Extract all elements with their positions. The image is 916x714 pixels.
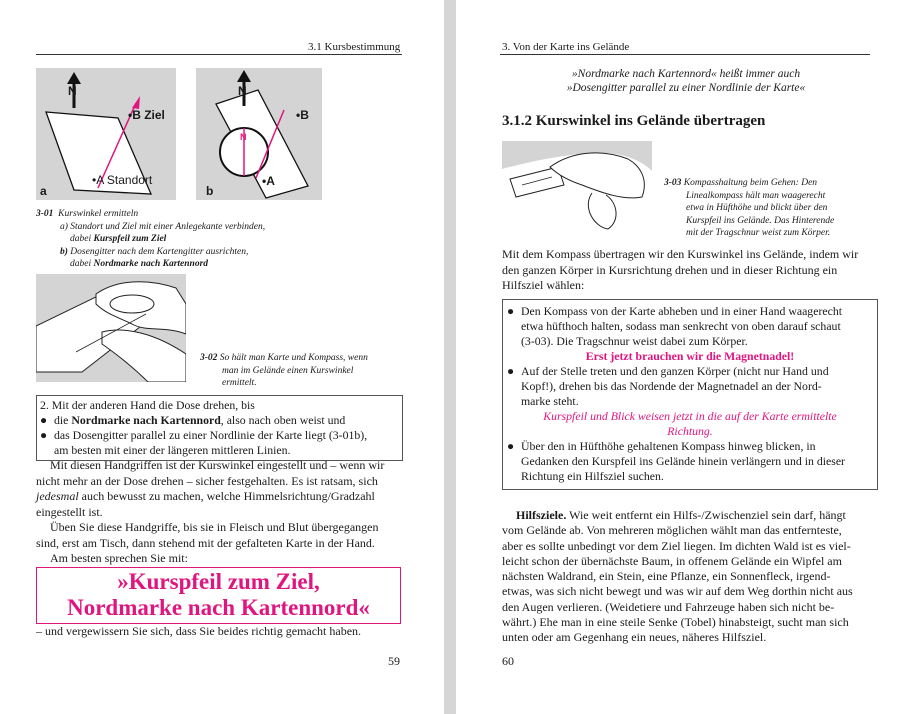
target-label: •B Ziel [128, 108, 165, 122]
section-heading: 3.1.2 Kurswinkel ins Gelände übertragen [502, 113, 766, 129]
caption-line: a) Standort und Ziel mit einer Anlegekante verbinden, [60, 221, 266, 232]
figure-3-03 [502, 141, 652, 239]
figure-3-01a [36, 68, 176, 200]
body-paragraph: Mit diesen Handgriffen ist der Kurswinkel eingestellt und – wenn wir nicht mehr an der Dose drehen – sicher festgehalten. Es ist ratsam, sich jedesmal auch bewusst zu machen, welche Himmelsrichtung/Gradzahl eingestellt ist. Üben Sie diese Handgriffe, bis sie in Fleisch und Blut übergegangen sind, erst am Tisch, dann stehend mit der gefalteten Karte in der Hand. Am besten sprechen Sie mit: [36, 458, 385, 565]
right-page [456, 0, 916, 714]
target-label: •B [296, 108, 309, 122]
quote: »Nordmarke nach Kartennord« heißt immer auch »Dosengitter parallel zu einer Nordlinie der Karte« [566, 68, 806, 94]
hands-holding-map-illustration [36, 274, 186, 382]
caption-title: Kurswinkel ermitteln [58, 209, 139, 219]
start-label: •A [262, 174, 275, 188]
running-header: 3.1 Kursbestimmung [308, 41, 401, 53]
body-paragraph: Mit dem Kompass übertragen wir den Kurswinkel ins Gelände, indem wir den ganzen Körper in Kursrichtung drehen und in dieser Richtung ein Hilfsziel wählen: [502, 247, 859, 292]
caption-3-02 [200, 352, 410, 390]
caption-line: So hält man Karte und Kompass, wenn [219, 353, 368, 363]
running-header: 3. Von der Karte ins Gelände [502, 41, 630, 53]
caption-3-01 [36, 208, 406, 271]
instruction-box [36, 395, 403, 461]
highlight-line: Kurspfeil und Blick weisen jetzt in die auf der Karte ermittelte Richtung. [543, 409, 837, 438]
north-label: N [68, 84, 77, 98]
page-number: 59 [388, 654, 400, 668]
highlight-line: Erst jetzt brauchen wir die Magnetnadel! [585, 349, 795, 363]
bullet-item: ● Über den in Hüfthöhe gehaltenen Kompass hinweg blicken, in Gedanken den Kurspfeil ins Gelände hinein verlängern und in dieser Richtung ein Hilfsziel suchen. [507, 439, 845, 483]
figure-3-02 [36, 274, 186, 382]
caption-number: 3-02 [200, 353, 218, 363]
header-rule [500, 54, 870, 55]
header-rule [36, 54, 402, 55]
figure-letter: a [40, 184, 47, 198]
caption-line: b) Dosengitter nach dem Kartengitter ausrichten, [60, 246, 249, 257]
start-label: •A Standort [92, 173, 153, 187]
bullet-item: ● die Nordmarke nach Kartennord, also nach oben weist und [40, 413, 346, 427]
bullet-item: ● Auf der Stelle treten und den ganzen Körper (nicht nur Hand und Kopf!), drehen bis das Nordende der Magnetnadel an der Nord- marke steht. [507, 364, 829, 408]
motto-line: Nordmarke nach Kartennord« [67, 595, 370, 620]
left-page [0, 0, 444, 714]
north-label: N [238, 84, 247, 98]
caption-number: 3-01 [36, 209, 54, 219]
caption-3-03: 3-03 Kompasshaltung beim Gehen: Den Linealkompass hält man waagerecht etwa in Hüfthöhe und blickt über den Kurspfeil ins Gelände. Das Hinterende mit der Tragschnur weist zum Körper. [664, 178, 835, 239]
bullet-item: ● das Dosengitter parallel zu einer Nordlinie der Karte liegt (3-01b), am besten mit einer der längeren mittleren Linien. [40, 428, 368, 457]
body-paragraph: – und vergewissern Sie sich, dass Sie beides richtig gemacht haben. [36, 624, 362, 638]
bullet-item: ● Den Kompass von der Karte abheben und in einer Hand waagerecht etwa hüfthoch halten, sodass man senkrecht von oben darauf schaut (3-03). Die Tragschnur weist dabei zum Körper. [507, 304, 843, 348]
caption-number: 3-03 [664, 178, 682, 188]
caption-line: dabei Nordmarke nach Kartennord [70, 259, 209, 269]
caption-line: man im Gelände einen Kurswinkel [222, 365, 354, 376]
procedure-box [502, 299, 878, 490]
hand-holding-compass-illustration [502, 141, 652, 239]
caption-line: ermittelt. [222, 378, 257, 388]
compass-alignment-illustration [196, 68, 322, 200]
body-paragraph-hilfsziele: Hilfsziele. Wie weit entfernt ein Hilfs-/Zwischenziel sein darf, hängt vom Gelände ab. Von mehreren möglichen wählt man das entfernteste, aber es sollte unbedingt vor dem Ziel liegen. Im dichten Wald ist es viel- leicht schon der übernächste Baum, in offenem Gelände ein Wipfel am nächsten Waldrand, ein Stein, eine Pflanze, ein Sonnenfleck, irgend- etwas, was sich nicht bewegt und was wir auf dem Weg dorthin nicht aus den Augen verlieren. (Weidetiere und Fahrzeuge haben sich nicht be- währt.) Ehe man in eine steile Senke (Tobel) hinabsteigt, sucht man sich unten oder am Gegenhang ein neues, näheres Hilfsziel. [502, 508, 853, 645]
box-line: 2. Mit der anderen Hand die Dose drehen, bis [40, 398, 255, 412]
motto-box [36, 567, 401, 624]
figure-3-01b [196, 68, 322, 200]
caption-line: dabei Kurspfeil zum Ziel [70, 234, 167, 244]
needle-north-label: N [240, 132, 247, 142]
motto-line: »Kurspfeil zum Ziel, [117, 569, 320, 594]
page-number: 60 [502, 654, 514, 668]
figure-letter: b [206, 184, 214, 198]
